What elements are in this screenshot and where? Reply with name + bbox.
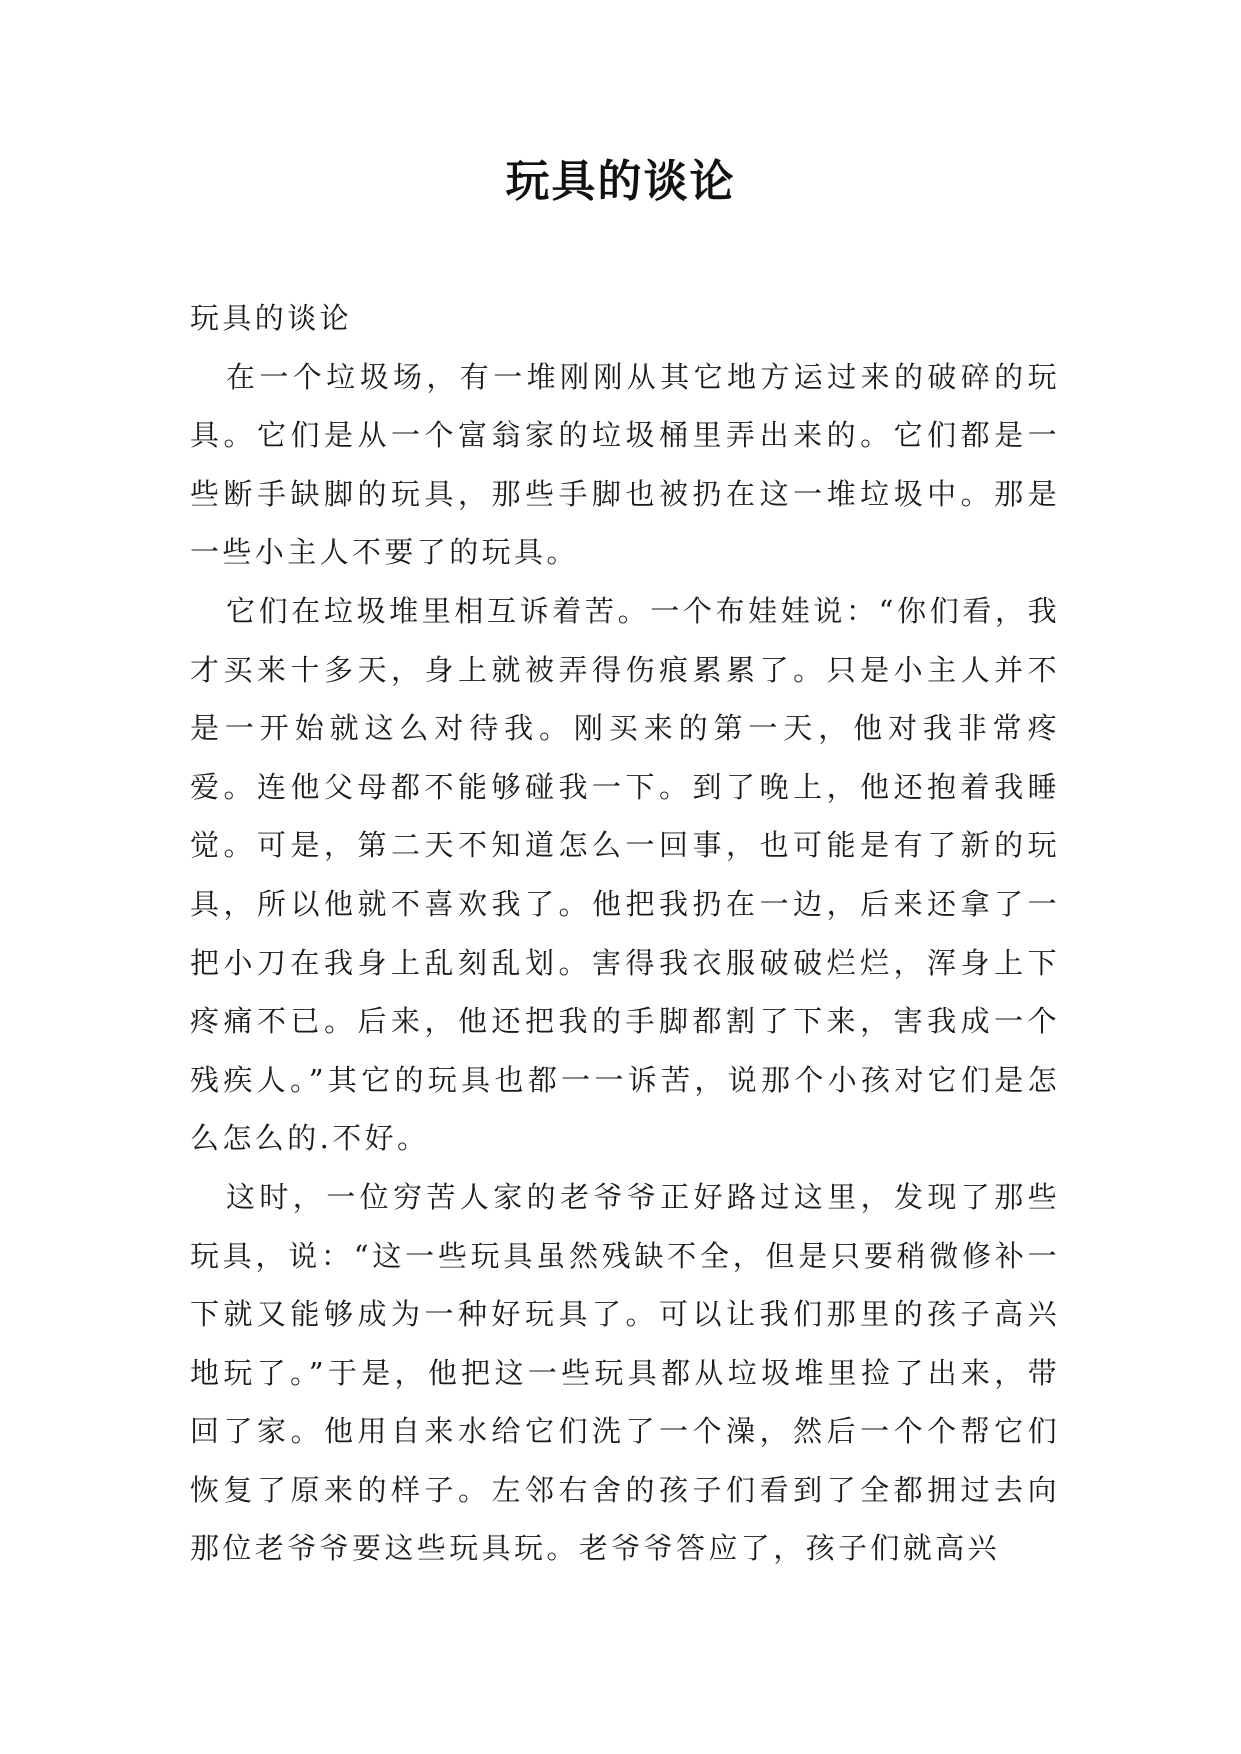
paragraph-1: 在一个垃圾场，有一堆刚刚从其它地方运过来的破碎的玩具。它们是从一个富翁家的垃圾桶里弄出来的。它们都是一些断手缺脚的玩具，那些手脚也被扔在这一堆垃圾中。那是一些小主人不要了的玩具。 (190, 359, 1060, 570)
document-title: 玩具的谈论 (505, 156, 736, 207)
paragraph-2: 它们在垃圾堆里相互诉着苦。一个布娃娃说：“你们看，我才买来十多天，身上就被弄得伤痕累累了。只是小主人并不是一开始就这么对待我。刚买来的第一天，他对我非常疼爱。连他父母都不能够碰我一下。到了晚上，他还抱着我睡觉。可是，第二天不知道怎么一回事，也可能是有了新的玩具，所以他就不喜欢我了。他把我扔在一边，后来还拿了一把小刀在我身上乱刻乱划。害得我衣服破破烂烂，浑身上下疼痛不已。后来，他还把我的手脚都割了下来，害我成一个残疾人。”其它的玩具也都一一诉苦，说那个小孩对它们是怎么怎么的.不好。 (190, 593, 1060, 1156)
document-subheading: 玩具的谈论 (190, 301, 353, 335)
document-body (190, 289, 1060, 1578)
paragraph-3: 这时，一位穷苦人家的老爷爷正好路过这里，发现了那些玩具，说：“这一些玩具虽然残缺不全，但是只要稍微修补一下就又能够成为一种好玩具了。可以让我们那里的孩子高兴地玩了。”于是，他把这一些玩具都从垃圾堆里捡了出来，带回了家。他用自来水给它们洗了一个澡，然后一个个帮它们恢复了原来的样子。左邻右舍的孩子们看到了全都拥过去向那位老爷爷要这些玩具玩。老爷爷答应了，孩子们就高兴 (190, 1179, 1060, 1566)
